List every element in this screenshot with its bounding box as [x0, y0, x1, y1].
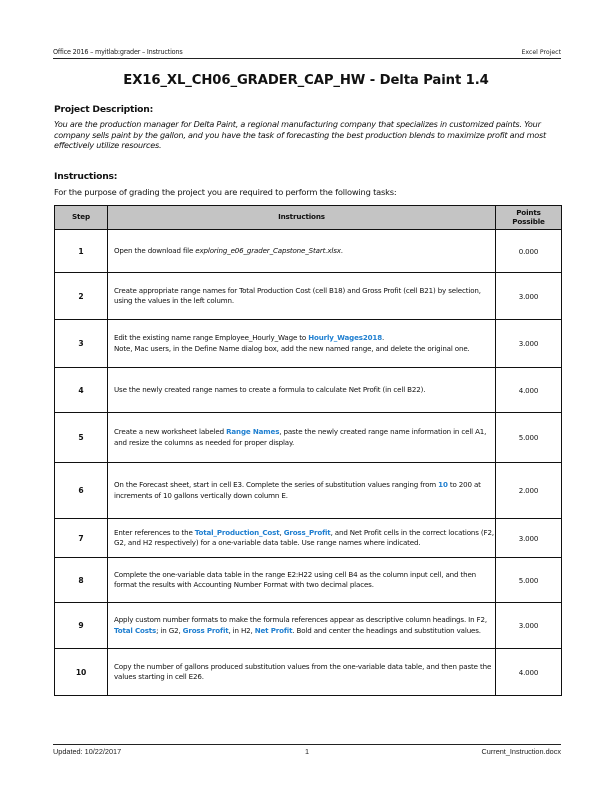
points-possible: 3.000: [496, 519, 562, 558]
step-instruction: Edit the existing name range Employee_Hourly_Wage to Hourly_Wages2018. Note, Mac users, in the Define Name dialog box, add the new named range, and delete the original one.: [108, 320, 496, 368]
step-number: 10: [55, 649, 108, 696]
column-header-points: Points Possible: [496, 206, 562, 230]
table-row: [55, 368, 562, 413]
project-description-heading: Project Description:: [54, 104, 154, 115]
table-row: [55, 519, 562, 558]
highlighted-term: Hourly_Wages2018: [308, 333, 382, 343]
step-instruction: Open the download file exploring_e06_grader_Capstone_Start.xlsx.: [108, 230, 496, 273]
step-number: 8: [55, 558, 108, 603]
highlighted-term: Gross Profit: [182, 625, 229, 635]
instructions-heading: Instructions:: [54, 171, 118, 182]
points-possible: 4.000: [496, 649, 562, 696]
highlighted-term: Total Costs: [114, 625, 157, 635]
footer-page-number: 1: [304, 747, 310, 756]
step-number: 1: [55, 230, 108, 273]
points-possible: 2.000: [496, 463, 562, 519]
points-possible: 3.000: [496, 603, 562, 649]
step-number: 9: [55, 603, 108, 649]
step-number: 3: [55, 320, 108, 368]
table-header-row: [55, 206, 562, 230]
table-row: [55, 463, 562, 519]
step-instruction: Complete the one-variable data table in the range E2:H22 using cell B4 as the column input cell, and then format the results with Accounting Number Format with two decimal places.: [108, 558, 496, 603]
highlighted-term: Net Profit: [254, 625, 293, 635]
step-instruction: Copy the number of gallons produced substitution values from the one-variable data table, and then paste the values starting in cell E26.: [108, 649, 496, 696]
table-row: [55, 413, 562, 463]
header-left-text: Office 2016 – myitlab:grader – Instructions: [53, 47, 183, 56]
header-right-text: Excel Project: [521, 49, 561, 56]
table-row: [55, 273, 562, 320]
file-name: exploring_e06_grader_Capstone_Start.xlsx: [195, 245, 341, 255]
step-number: 4: [55, 368, 108, 413]
step-number: 6: [55, 463, 108, 519]
page-footer: [53, 744, 561, 759]
table-body: [55, 230, 562, 696]
step-instruction: Use the newly created range names to create a formula to calculate Net Profit (in cell B22).: [108, 368, 496, 413]
column-header-instructions: Instructions: [108, 206, 496, 230]
step-instruction: Apply custom number formats to make the formula references appear as descriptive column headings. In F2, Total Costs; in G2, Gross Profit, in H2, Net Profit. Bold and center the headings and substitution values.: [108, 603, 496, 649]
step-instruction: Create appropriate range names for Total Production Cost (cell B18) and Gross Profit (cell B21) by selection, using the values in the left column.: [108, 273, 496, 320]
highlighted-term: Gross_Profit: [283, 527, 331, 537]
points-possible: 3.000: [496, 273, 562, 320]
instructions-intro: For the purpose of grading the project you are required to perform the following tasks:: [54, 187, 397, 197]
document-title: EX16_XL_CH06_GRADER_CAP_HW - Delta Paint 1.4: [123, 73, 489, 88]
step-number: 5: [55, 413, 108, 463]
instructions-table: [54, 205, 562, 696]
table-row: [55, 230, 562, 273]
points-possible: 4.000: [496, 368, 562, 413]
points-possible: 3.000: [496, 320, 562, 368]
points-possible: 5.000: [496, 558, 562, 603]
highlighted-term: Range Names: [226, 427, 280, 437]
step-instruction: On the Forecast sheet, start in cell E3. Complete the series of substitution values ranging from 10 to 200 at increments of 10 gallons vertically down column E.: [108, 463, 496, 519]
step-instruction: Enter references to the Total_Production_Cost, Gross_Profit, and Net Profit cells in the correct locations (F2, G2, and H2 respectively) for a one-variable data table. Use range names where indicated.: [108, 519, 496, 558]
step-instruction: Create a new worksheet labeled Range Names, paste the newly created range name information in cell A1, and resize the columns as needed for proper display.: [108, 413, 496, 463]
step-number: 2: [55, 273, 108, 320]
page-header: [53, 43, 561, 59]
points-possible: 0.000: [496, 230, 562, 273]
table-row: [55, 603, 562, 649]
table-row: [55, 558, 562, 603]
column-header-step: Step: [55, 206, 108, 230]
footer-filename: Current_Instruction.docx: [481, 747, 561, 756]
table-row: [55, 649, 562, 696]
highlighted-term: 10: [438, 480, 448, 490]
footer-updated-date: Updated: 10/22/2017: [53, 747, 122, 756]
highlighted-term: Total_Production_Cost: [194, 527, 280, 537]
project-description-text: You are the production manager for Delta Paint, a regional manufacturing company that specializes in customized paints. Your company sells paint by the gallon, and you have the task of forecasting the best production blends to maximize profit and most effectively utilize resources.: [54, 119, 546, 151]
step-number: 7: [55, 519, 108, 558]
table-row: [55, 320, 562, 368]
points-possible: 5.000: [496, 413, 562, 463]
